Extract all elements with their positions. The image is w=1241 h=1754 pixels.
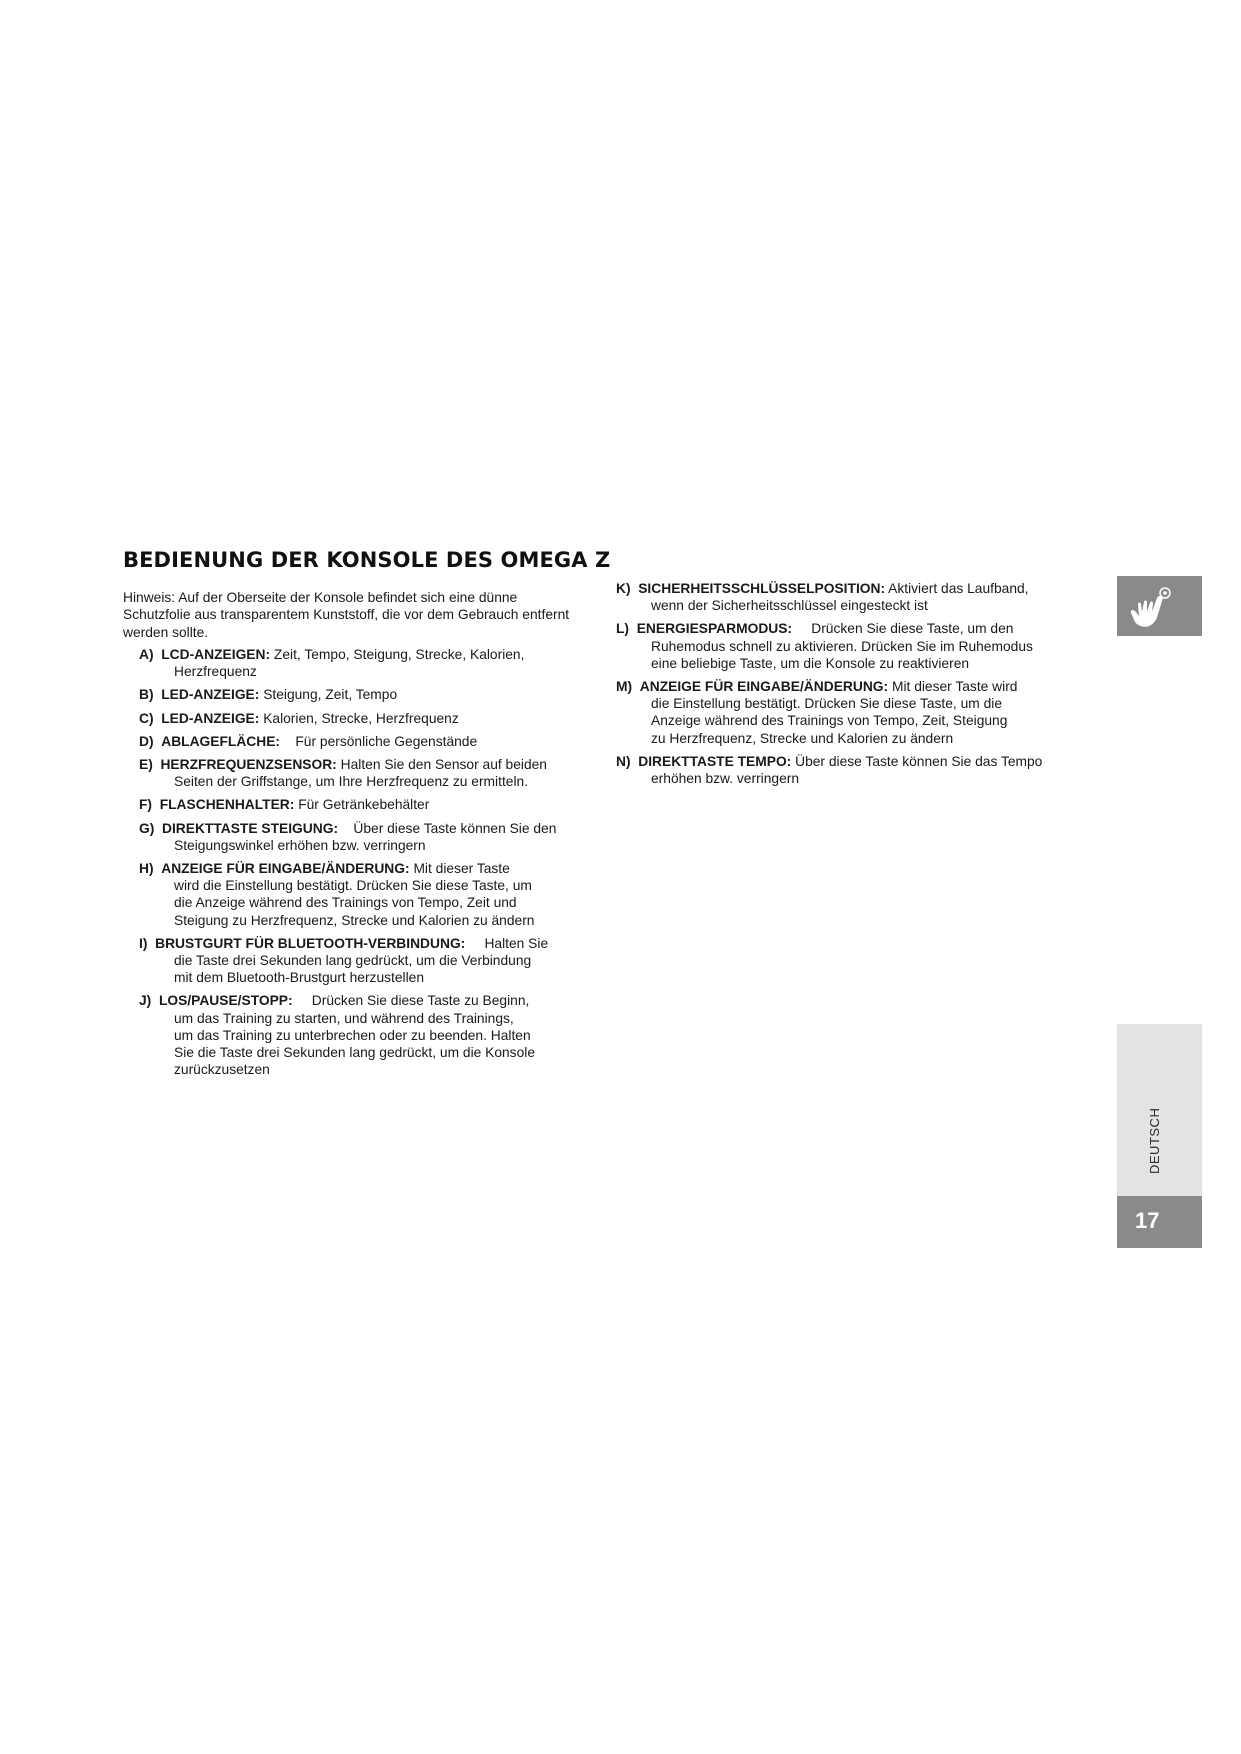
item-continuation: Seiten der Griffstange, um Ihre Herzfrequenz zu ermitteln.: [174, 774, 529, 790]
item-first-line: [139, 860, 584, 877]
page-number-tab: [1117, 1196, 1202, 1248]
page-number: 17: [1135, 1208, 1160, 1233]
item-term: ANZEIGE FÜR EINGABE/ÄNDERUNG:: [161, 861, 410, 877]
list-item: [139, 935, 584, 987]
item-continuation: zu Herzfrequenz, Strecke und Kalorien zu ändern: [651, 730, 954, 746]
item-continuation: um das Training zu unterbrechen oder zu beenden. Halten: [174, 1027, 531, 1043]
list-item: [139, 646, 584, 680]
section-title: BEDIENUNG DER KONSOLE DES OMEGA Z: [123, 548, 611, 572]
item-first-line: [139, 733, 584, 750]
item-first-line: [139, 646, 584, 663]
item-continuation: wird die Einstellung bestätigt. Drücken Sie diese Taste, um: [174, 878, 532, 894]
item-continuation: Anzeige während des Trainings von Tempo, Zeit, Steigung: [651, 713, 1008, 729]
item-continuation: wenn der Sicherheitsschlüssel eingesteckt ist: [651, 598, 928, 614]
item-description: Zeit, Tempo, Steigung, Strecke, Kalorien,: [273, 647, 525, 662]
item-continuation: Steigungswinkel erhöhen bzw. verringern: [174, 837, 426, 853]
list-item: [616, 580, 1076, 614]
item-term: LED-ANZEIGE:: [161, 710, 260, 726]
item-continuation: Herzfrequenz: [174, 664, 257, 680]
item-description: Für persönliche Gegenstände: [283, 733, 478, 749]
item-description: Mit dieser Taste wird: [891, 679, 1018, 695]
item-continuation: eine beliebige Taste, um die Konsole zu reaktivieren: [651, 655, 970, 671]
item-letter: J): [139, 993, 152, 1009]
item-description: Halten Sie den Sensor auf beiden: [340, 757, 547, 773]
item-letter: N): [616, 753, 631, 769]
item-continuation: Sie die Taste drei Sekunden lang gedrückt, um die Konsole: [174, 1045, 535, 1061]
item-term: FLASCHENHALTER:: [159, 797, 295, 813]
item-term: LOS/PAUSE/STOPP:: [158, 993, 293, 1009]
note-paragraph: Hinweis: Auf der Oberseite der Konsole befindet sich eine dünne Schutzfolie aus transparentem Kunststoff, die vor dem Gebrauch entfernt werden sollte.: [123, 590, 570, 640]
item-term: ABLAGEFLÄCHE:: [161, 733, 281, 749]
item-first-line: [139, 796, 584, 813]
item-term: SICHERHEITSSCHLÜSSELPOSITION:: [638, 581, 886, 596]
item-letter: L): [616, 621, 630, 637]
item-letter: F): [139, 797, 153, 813]
item-first-line: [139, 686, 584, 703]
item-first-line: [139, 992, 584, 1009]
item-description: Steigung, Zeit, Tempo: [263, 687, 398, 703]
list-item: [139, 686, 584, 703]
item-first-line: [139, 710, 584, 727]
item-first-line: [616, 678, 1076, 695]
item-description: Über diese Taste können Sie den: [341, 820, 557, 836]
item-letter: E): [139, 757, 153, 773]
item-continuation: erhöhen bzw. verringern: [651, 771, 800, 787]
language-tab: [1117, 1024, 1202, 1196]
list-item: [139, 756, 584, 790]
item-term: LED-ANZEIGE:: [161, 687, 260, 703]
item-term: DIREKTTASTE STEIGUNG:: [162, 820, 339, 836]
list-item: [139, 796, 584, 813]
list-item: [139, 733, 584, 750]
item-term: ENERGIESPARMODUS:: [636, 621, 793, 637]
item-continuation: Ruhemodus schnell zu aktivieren. Drücken Sie im Ruhemodus: [651, 638, 1033, 654]
list-item: [139, 710, 584, 727]
item-first-line: [616, 620, 1076, 637]
list-item: [616, 678, 1076, 747]
item-letter: H): [139, 861, 154, 877]
item-term: LCD-ANZEIGEN:: [161, 647, 271, 662]
item-description: Drücken Sie diese Taste, um den: [795, 621, 1014, 637]
language-label: DEUTSCH: [1147, 1107, 1162, 1174]
list-item: [139, 820, 584, 854]
list-item: [616, 753, 1076, 787]
item-description: Aktiviert das Laufband,: [888, 581, 1029, 596]
item-first-line: [616, 753, 1076, 770]
item-continuation: zurückzusetzen: [174, 1062, 270, 1078]
item-continuation: Steigung zu Herzfrequenz, Strecke und Kalorien zu ändern: [174, 912, 535, 928]
item-description: Mit dieser Taste: [413, 861, 510, 877]
item-letter: A): [139, 647, 154, 662]
item-letter: K): [616, 581, 631, 596]
item-term: DIREKTTASTE TEMPO:: [638, 753, 792, 769]
item-continuation: um das Training zu starten, und während des Trainings,: [174, 1010, 514, 1026]
item-first-line: [616, 580, 1076, 597]
item-description: Kalorien, Strecke, Herzfrequenz: [263, 710, 459, 726]
item-letter: M): [616, 679, 633, 695]
list-item: [139, 860, 584, 929]
right-item-list: [616, 580, 1076, 793]
item-term: BRUSTGURT FÜR BLUETOOTH-VERBINDUNG:: [155, 935, 466, 951]
item-letter: D): [139, 733, 154, 749]
item-first-line: [139, 935, 584, 952]
left-item-list: [139, 646, 584, 1084]
item-letter: B): [139, 687, 154, 703]
item-continuation: die Taste drei Sekunden lang gedrückt, um die Verbindung: [174, 953, 532, 969]
item-description: Halten Sie: [469, 935, 549, 951]
item-letter: G): [139, 820, 155, 836]
item-description: Drücken Sie diese Taste zu Beginn,: [296, 993, 530, 1009]
item-description: Für Getränkebehälter: [298, 797, 430, 813]
list-item: [139, 992, 584, 1078]
item-term: ANZEIGE FÜR EINGABE/ÄNDERUNG:: [639, 679, 889, 695]
item-first-line: [139, 820, 584, 837]
item-letter: I): [139, 935, 148, 951]
item-continuation: die Anzeige während des Trainings von Tempo, Zeit und: [174, 895, 517, 911]
item-letter: C): [139, 710, 154, 726]
item-continuation: die Einstellung bestätigt. Drücken Sie diese Taste, um die: [651, 696, 1002, 712]
list-item: [616, 620, 1076, 672]
hand-touch-icon: [1117, 576, 1202, 636]
item-description: Über diese Taste können Sie das Tempo: [795, 753, 1043, 769]
item-first-line: [139, 756, 584, 773]
sidebar-icon-tab: [1117, 576, 1202, 636]
item-term: HERZFREQUENZSENSOR:: [160, 757, 337, 773]
item-continuation: mit dem Bluetooth-Brustgurt herzustellen: [174, 970, 424, 986]
